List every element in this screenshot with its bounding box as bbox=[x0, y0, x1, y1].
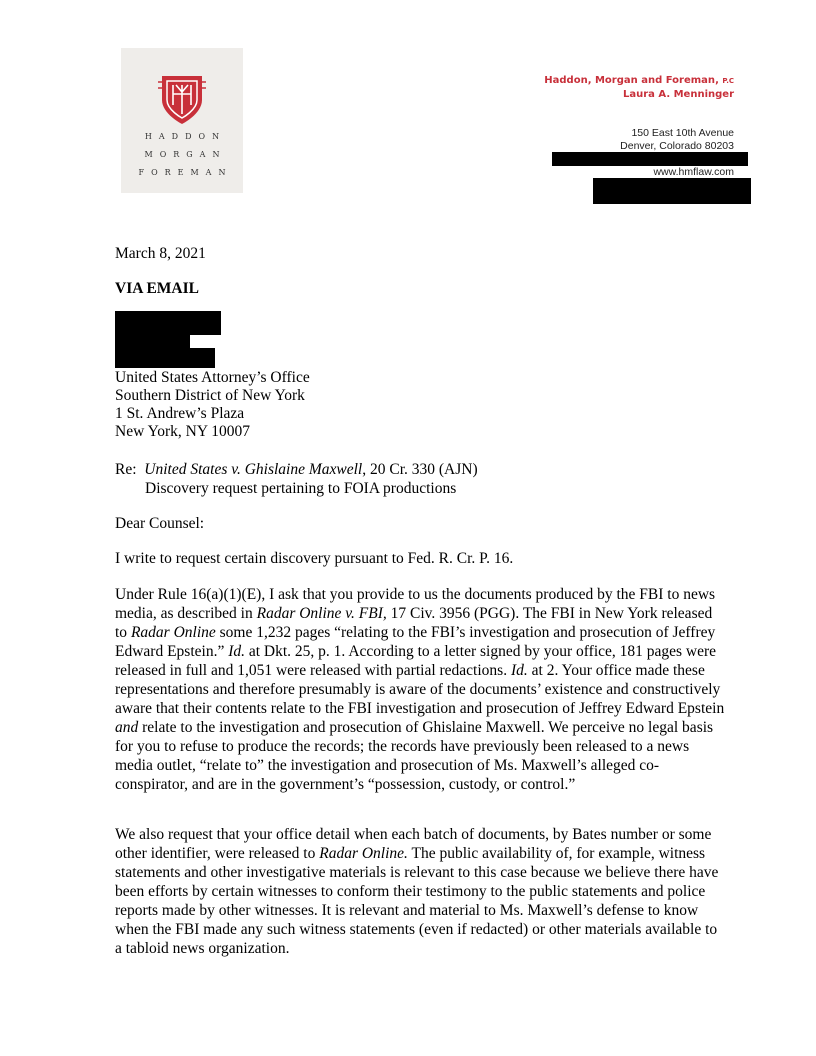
re-case-number: , 20 Cr. 330 (AJN) bbox=[362, 461, 478, 478]
logo-word-morgan: MORGAN bbox=[144, 150, 227, 159]
recipient-line-4: New York, NY 10007 bbox=[115, 423, 251, 440]
address-line-2: Denver, Colorado 80203 bbox=[620, 140, 734, 152]
re-label: Re: bbox=[115, 461, 137, 478]
shield-crest-icon bbox=[158, 72, 206, 126]
re-line bbox=[115, 461, 478, 479]
logo-word-haddon: HADDON bbox=[144, 132, 227, 141]
recipient-line-1: United States Attorney’s Office bbox=[115, 369, 310, 386]
firm-logo bbox=[121, 48, 243, 193]
delivery-method: VIA EMAIL bbox=[115, 280, 199, 297]
attorney-name: Laura A. Menninger bbox=[623, 89, 734, 100]
address-line-1: 150 East 10th Avenue bbox=[631, 127, 734, 139]
firm-header bbox=[544, 74, 734, 102]
redaction-recipient-title-b bbox=[115, 348, 215, 368]
re-case-name: United States v. Ghislaine Maxwell bbox=[144, 461, 363, 478]
firm-name: Haddon, Morgan and Foreman bbox=[544, 75, 716, 86]
salutation: Dear Counsel: bbox=[115, 515, 205, 532]
body-paragraph-1: Under Rule 16(a)(1)(E), I ask that you provide to us the documents produced by the FBI to news media, as described in Radar Online v. FBI, 17 Civ. 3956 (PGG). The FBI in New York released to Radar Online some 1,232 pages “relating to the FBI’s investigation and prosecution of Jeffrey Edward Epstein.” Id. at Dkt. 25, p. 1. According to a letter signed by your office, 181 pages were released in full and 1,051 were released with partial redactions. Id. at 2. Your office made these representations and therefore presumably is aware of the documents’ existence and constructively aware that their contents relate to the FBI investigation and prosecution of Jeffrey Edward Epstein and relate to the investigation and prosecution of Ghislaine Maxwell. We perceive no legal basis for you to refuse to produce the records; the records have previously been released to a news media outlet, “relate to” the investigation and prosecution of Ms. Maxwell’s alleged co-conspirator, and are in the government’s “possession, custody, or control.” bbox=[115, 586, 725, 793]
firm-name-line: Haddon, Morgan and Foreman, P.C bbox=[544, 75, 734, 86]
recipient-line-3: 1 St. Andrew’s Plaza bbox=[115, 405, 245, 422]
recipient-line-2: Southern District of New York bbox=[115, 387, 305, 404]
redaction-recipient-name bbox=[115, 311, 221, 335]
re-subject: Discovery request pertaining to FOIA productions bbox=[145, 480, 457, 497]
redaction-phone bbox=[552, 152, 748, 166]
letter-date: March 8, 2021 bbox=[115, 245, 206, 262]
redaction-recipient-title-a bbox=[115, 335, 190, 348]
redaction-email bbox=[593, 178, 751, 204]
firm-suffix: P.C bbox=[722, 77, 734, 85]
body-paragraph-2: We also request that your office detail when each batch of documents, by Bates number or some other identifier, were released to Radar Online. The public availability of, for example, witness statements and other investigative materials is relevant to this case because we believe there have been efforts by certain witnesses to conform their testimony to the public statements and police reports made by other witnesses. It is relevant and material to Ms. Maxwell’s defense to know when the FBI made any such witness statements (even if redacted) or other materials available to a tabloid news organization. bbox=[115, 826, 719, 957]
firm-website: www.hmflaw.com bbox=[653, 166, 734, 178]
intro-paragraph: I write to request certain discovery pursuant to Fed. R. Cr. P. 16. bbox=[115, 550, 514, 567]
logo-word-foreman: FOREMAN bbox=[138, 168, 233, 177]
